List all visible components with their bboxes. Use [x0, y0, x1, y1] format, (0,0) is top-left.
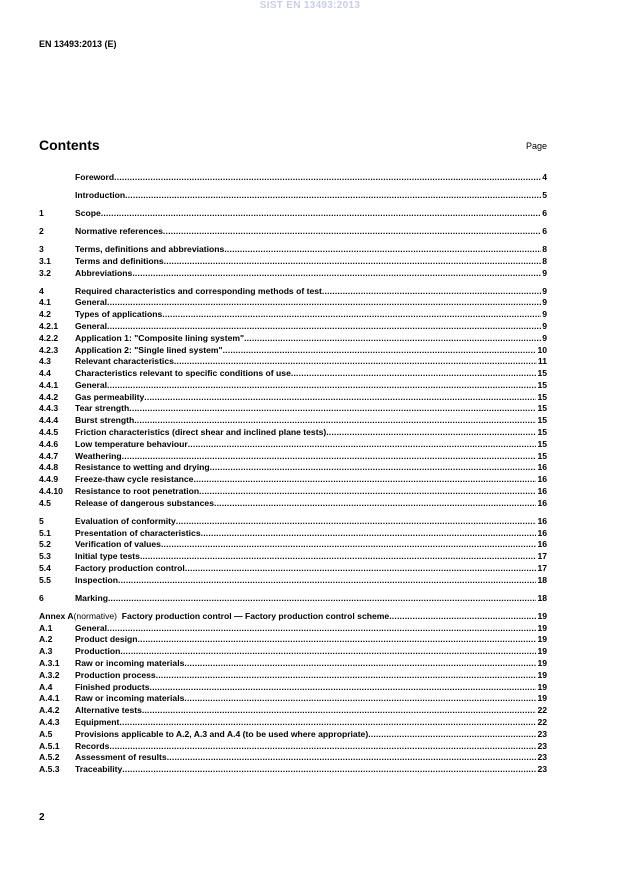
- toc-entry-number: A.4.1: [39, 693, 60, 704]
- dot-leader: [174, 356, 537, 368]
- toc-entry-page: 19: [537, 693, 547, 704]
- toc-entry-page: 5: [542, 189, 547, 200]
- toc-entry-title: General: [75, 297, 108, 308]
- toc-entry-title: Application 2: "Single lined system": [75, 344, 223, 355]
- toc-entry[interactable]: [39, 403, 547, 415]
- toc-entry-page: 15: [537, 438, 547, 449]
- toc-entry-number: 4.2: [39, 309, 51, 320]
- toc-entry[interactable]: [39, 309, 547, 321]
- toc-entry-page: 15: [537, 450, 547, 461]
- dot-leader: [223, 345, 537, 357]
- toc-entry-page: 15: [537, 368, 547, 379]
- toc-entry-number: 4.2.1: [39, 320, 59, 331]
- toc-entry-title: Friction characteristics (direct shear and inclined plane tests): [75, 427, 327, 438]
- toc-entry-title: Production: [75, 646, 121, 657]
- toc-entry-number: A.5.2: [39, 752, 60, 763]
- toc-entry-title: Marking: [75, 592, 108, 603]
- toc-entry[interactable]: [39, 333, 547, 345]
- dot-leader: [134, 415, 536, 427]
- toc-entry-page: 15: [537, 403, 547, 414]
- toc-entry[interactable]: [39, 705, 547, 717]
- toc-entry-number: A.3: [39, 646, 53, 657]
- toc-entry[interactable]: [39, 368, 547, 380]
- dot-leader: [162, 309, 541, 321]
- dot-leader: [214, 498, 536, 510]
- table-of-contents: [39, 172, 547, 776]
- toc-entry[interactable]: [39, 356, 547, 368]
- toc-entry[interactable]: [39, 226, 547, 238]
- annex-title: Factory production control — Factory production control scheme: [121, 610, 390, 621]
- dot-leader: [156, 670, 537, 682]
- dot-leader: [129, 403, 536, 415]
- toc-entry-number: 3.1: [39, 255, 51, 266]
- toc-entry-page: 15: [537, 427, 547, 438]
- toc-entry-title: Production process: [75, 669, 156, 680]
- toc-entry-title: Equipment: [75, 716, 120, 727]
- dot-leader: [244, 333, 541, 345]
- toc-entry[interactable]: [39, 528, 547, 540]
- dot-leader: [119, 717, 536, 729]
- toc-entry-title: Tear strength: [75, 403, 130, 414]
- toc-entry[interactable]: [39, 593, 547, 605]
- toc-entry-number: 4.1: [39, 297, 51, 308]
- toc-entry[interactable]: [39, 286, 547, 298]
- toc-entry[interactable]: [39, 729, 547, 741]
- toc-entry-number: 5.2: [39, 539, 51, 550]
- toc-entry-number: A.3.1: [39, 657, 60, 668]
- toc-entry-number: 4.4.1: [39, 379, 59, 390]
- dot-leader: [193, 474, 536, 486]
- toc-entry-number: 4.4.4: [39, 415, 59, 426]
- annex-normative-label: (normative): [73, 610, 118, 621]
- dot-leader: [107, 623, 536, 635]
- dot-leader: [122, 451, 537, 463]
- toc-entry-title: Introduction: [75, 189, 126, 200]
- dot-leader: [176, 516, 537, 528]
- toc-entry[interactable]: [39, 634, 547, 646]
- toc-entry-number: 5.1: [39, 527, 51, 538]
- watermark: SIST EN 13493:2013: [259, 0, 361, 11]
- dot-leader: [114, 172, 541, 184]
- toc-entry-title: Records: [75, 740, 110, 751]
- toc-entry-title: Raw or incoming materials: [75, 657, 185, 668]
- toc-entry[interactable]: [39, 539, 547, 551]
- toc-entry-page: 19: [537, 610, 547, 621]
- toc-entry-title: Scope: [75, 207, 101, 218]
- toc-entry-number: 5.4: [39, 563, 51, 574]
- toc-entry-number: 3: [39, 243, 44, 254]
- toc-entry[interactable]: [39, 244, 547, 256]
- toc-entry-page: 22: [537, 716, 547, 727]
- toc-entry[interactable]: [39, 172, 547, 184]
- dot-leader: [149, 682, 536, 694]
- toc-entry[interactable]: [39, 551, 547, 563]
- toc-entry-number: A.2: [39, 634, 53, 645]
- toc-entry-title: Release of dangerous substances: [75, 497, 214, 508]
- toc-entry-number: 3.2: [39, 267, 51, 278]
- toc-entry[interactable]: [39, 682, 547, 694]
- toc-entry[interactable]: [39, 646, 547, 658]
- toc-entry-page: 16: [537, 462, 547, 473]
- toc-entry-number: A.1: [39, 622, 53, 633]
- toc-entry-page: 19: [537, 681, 547, 692]
- dot-leader: [184, 693, 536, 705]
- toc-entry-title: Presentation of characteristics: [75, 527, 201, 538]
- toc-entry-page: 16: [537, 474, 547, 485]
- dot-leader: [109, 741, 536, 753]
- toc-entry-title: Assessment of results: [75, 752, 167, 763]
- toc-entry-title: Inspection: [75, 574, 118, 585]
- toc-entry-title: Terms, definitions and abbreviations: [75, 243, 225, 254]
- dot-leader: [122, 764, 536, 776]
- dot-leader: [326, 427, 536, 439]
- toc-entry-page: 15: [537, 391, 547, 402]
- toc-entry-title: Resistance to wetting and drying: [75, 462, 210, 473]
- toc-entry-title: Foreword: [75, 172, 115, 182]
- page-number: 2: [39, 812, 45, 823]
- dot-leader: [161, 539, 536, 551]
- toc-entry-page: 15: [537, 379, 547, 390]
- toc-entry-title: Freeze-thaw cycle resistance: [75, 474, 194, 485]
- toc-entry-number: 6: [39, 592, 44, 603]
- toc-entry-title: Normative references: [75, 225, 163, 236]
- toc-entry[interactable]: [39, 611, 547, 623]
- dot-leader: [389, 611, 536, 623]
- toc-entry-number: A.4.3: [39, 716, 60, 727]
- toc-entry-title: Low temperature behaviour: [75, 438, 188, 449]
- toc-entry-number: 4.4.8: [39, 462, 59, 473]
- toc-entry[interactable]: [39, 693, 547, 705]
- toc-entry[interactable]: [39, 516, 547, 528]
- dot-leader: [167, 752, 537, 764]
- toc-entry-title: Factory production control: [75, 563, 185, 574]
- toc-entry-page: 6: [542, 207, 547, 218]
- dot-leader: [120, 646, 536, 658]
- toc-entry-title: Provisions applicable to A.2, A.3 and A.4 (to be used where appropriate): [75, 728, 369, 739]
- toc-entry-page: 19: [537, 634, 547, 645]
- toc-entry[interactable]: [39, 486, 547, 498]
- toc-entry-number: 5: [39, 515, 44, 526]
- toc-entry-number: A.5.1: [39, 740, 60, 751]
- toc-entry-number: 4.3: [39, 356, 51, 367]
- toc-entry-number: 4.4.10: [39, 486, 63, 497]
- toc-entry-number: A.4: [39, 681, 53, 692]
- toc-entry[interactable]: [39, 498, 547, 510]
- toc-entry[interactable]: [39, 190, 547, 202]
- dot-leader: [188, 439, 537, 451]
- toc-entry-page: 23: [537, 752, 547, 763]
- toc-entry-page: 16: [537, 486, 547, 497]
- toc-entry-title: Raw or incoming materials: [75, 693, 185, 704]
- toc-entry-number: 4.5: [39, 497, 51, 508]
- toc-entry[interactable]: [39, 462, 547, 474]
- toc-entry-title: Gas permeability: [75, 391, 145, 402]
- toc-entry-number: 4.4.2: [39, 391, 59, 402]
- dot-leader: [224, 244, 541, 256]
- toc-entry-page: 16: [537, 539, 547, 550]
- dot-leader: [125, 190, 541, 202]
- toc-entry-page: 16: [537, 527, 547, 538]
- toc-entry-number: 1: [39, 207, 44, 218]
- dot-leader: [108, 593, 536, 605]
- toc-entry-number: 4.2.3: [39, 344, 59, 355]
- toc-entry-page: 19: [537, 646, 547, 657]
- dot-leader: [107, 297, 541, 309]
- document-id: EN 13493:2013 (E): [39, 39, 117, 49]
- dot-leader: [201, 528, 537, 540]
- toc-entry[interactable]: [39, 427, 547, 439]
- toc-entry-page: 19: [537, 622, 547, 633]
- toc-entry[interactable]: [39, 208, 547, 220]
- toc-entry[interactable]: [39, 256, 547, 268]
- toc-entry-page: 18: [537, 592, 547, 603]
- toc-entry-page: 9: [542, 309, 547, 320]
- dot-leader: [107, 321, 541, 333]
- toc-entry-page: 16: [537, 515, 547, 526]
- toc-entry-number: 4: [39, 285, 44, 296]
- toc-entry[interactable]: [39, 268, 547, 280]
- toc-entry-page: 9: [542, 320, 547, 331]
- toc-entry-page: 9: [542, 267, 547, 278]
- toc-entry-page: 18: [537, 574, 547, 585]
- dot-leader: [184, 658, 536, 670]
- toc-entry[interactable]: [39, 764, 547, 776]
- toc-entry-title: Alternative tests: [75, 705, 142, 716]
- toc-entry[interactable]: [39, 392, 547, 404]
- page-column-label: Page: [525, 141, 547, 151]
- toc-entry-title: General: [75, 379, 108, 390]
- toc-entry-page: 10: [537, 344, 547, 355]
- toc-entry-title: Verification of values: [75, 539, 161, 550]
- toc-entry[interactable]: [39, 439, 547, 451]
- toc-entry-number: 4.4.9: [39, 474, 59, 485]
- toc-entry-title: [74, 611, 390, 623]
- toc-entry-page: 9: [542, 332, 547, 343]
- toc-entry-number: A.3.2: [39, 669, 60, 680]
- toc-entry-page: 23: [537, 764, 547, 775]
- toc-entry-page: 19: [537, 657, 547, 668]
- toc-entry-title: Weathering: [75, 450, 122, 461]
- toc-entry-title: Evaluation of conformity: [75, 515, 176, 526]
- toc-entry[interactable]: [39, 623, 547, 635]
- toc-entry-title: General: [75, 320, 108, 331]
- dot-leader: [138, 634, 537, 646]
- toc-entry[interactable]: [39, 670, 547, 682]
- dot-leader: [140, 551, 536, 563]
- toc-entry[interactable]: [39, 752, 547, 764]
- toc-entry-title: Initial type tests: [75, 551, 140, 562]
- toc-entry-title: Terms and definitions: [75, 255, 164, 266]
- toc-entry-number: A.5: [39, 728, 53, 739]
- toc-entry-page: 15: [537, 415, 547, 426]
- toc-entry-title: Types of applications: [75, 309, 163, 320]
- toc-entry[interactable]: [39, 563, 547, 575]
- dot-leader: [132, 268, 541, 280]
- toc-entry[interactable]: [39, 658, 547, 670]
- dot-leader: [199, 486, 536, 498]
- toc-entry-number: A.5.3: [39, 764, 60, 775]
- toc-entry[interactable]: [39, 474, 547, 486]
- toc-entry-title: Characteristics relevant to specific conditions of use: [75, 368, 291, 379]
- toc-entry-number: Annex A: [39, 610, 74, 621]
- toc-entry-page: 8: [542, 243, 547, 254]
- toc-entry-page: 11: [537, 356, 547, 367]
- dot-leader: [210, 462, 537, 474]
- dot-leader: [163, 226, 541, 238]
- toc-entry-page: 17: [537, 563, 547, 574]
- toc-entry-title: Finished products: [75, 681, 150, 692]
- toc-entry[interactable]: [39, 717, 547, 729]
- toc-entry-page: 23: [537, 728, 547, 739]
- dot-leader: [118, 575, 536, 587]
- dot-leader: [185, 563, 537, 575]
- toc-entry-page: 23: [537, 740, 547, 751]
- toc-entry-page: 8: [542, 255, 547, 266]
- toc-entry-number: 5.5: [39, 574, 51, 585]
- toc-entry[interactable]: [39, 451, 547, 463]
- toc-entry-title: Relevant characteristics: [75, 356, 174, 367]
- toc-entry-page: 22: [537, 705, 547, 716]
- toc-entry-number: 2: [39, 225, 44, 236]
- toc-entry[interactable]: [39, 380, 547, 392]
- toc-entry[interactable]: [39, 575, 547, 587]
- toc-entry-number: 4.4.5: [39, 427, 59, 438]
- toc-entry-title: Required characteristics and corresponding methods of test: [75, 285, 322, 296]
- toc-entry-number: 4.4.3: [39, 403, 59, 414]
- toc-entry-number: 4.4.7: [39, 450, 59, 461]
- contents-heading: Contents: [39, 137, 100, 153]
- dot-leader: [164, 256, 542, 268]
- toc-entry-title: Resistance to root penetration: [75, 486, 200, 497]
- toc-entry-number: A.4.2: [39, 705, 60, 716]
- toc-entry-title: Abbreviations: [75, 267, 133, 278]
- toc-entry-number: 4.2.2: [39, 332, 59, 343]
- toc-entry-number: 5.3: [39, 551, 51, 562]
- dot-leader: [107, 380, 536, 392]
- dot-leader: [144, 392, 536, 404]
- toc-entry-page: 9: [542, 285, 547, 296]
- toc-entry-page: 4: [542, 172, 547, 182]
- toc-entry[interactable]: [39, 415, 547, 427]
- toc-entry-page: 19: [537, 669, 547, 680]
- toc-entry[interactable]: [39, 345, 547, 357]
- toc-entry-number: 4.4: [39, 368, 51, 379]
- dot-leader: [368, 729, 536, 741]
- dot-leader: [101, 208, 541, 220]
- toc-entry[interactable]: [39, 297, 547, 309]
- toc-entry-title: Burst strength: [75, 415, 135, 426]
- toc-entry[interactable]: [39, 321, 547, 333]
- toc-entry-page: 16: [537, 497, 547, 508]
- toc-entry-title: General: [75, 622, 108, 633]
- dot-leader: [322, 286, 541, 298]
- toc-entry-page: 9: [542, 297, 547, 308]
- toc-entry-title: Traceability: [75, 764, 123, 775]
- toc-entry-title: Product design: [75, 634, 138, 645]
- toc-entry-page: 17: [537, 551, 547, 562]
- toc-entry-page: 6: [542, 225, 547, 236]
- dot-leader: [291, 368, 537, 380]
- toc-entry-number: 4.4.6: [39, 438, 59, 449]
- dot-leader: [142, 705, 537, 717]
- toc-entry-title: Application 1: "Composite lining system": [75, 332, 245, 343]
- toc-entry[interactable]: [39, 741, 547, 753]
